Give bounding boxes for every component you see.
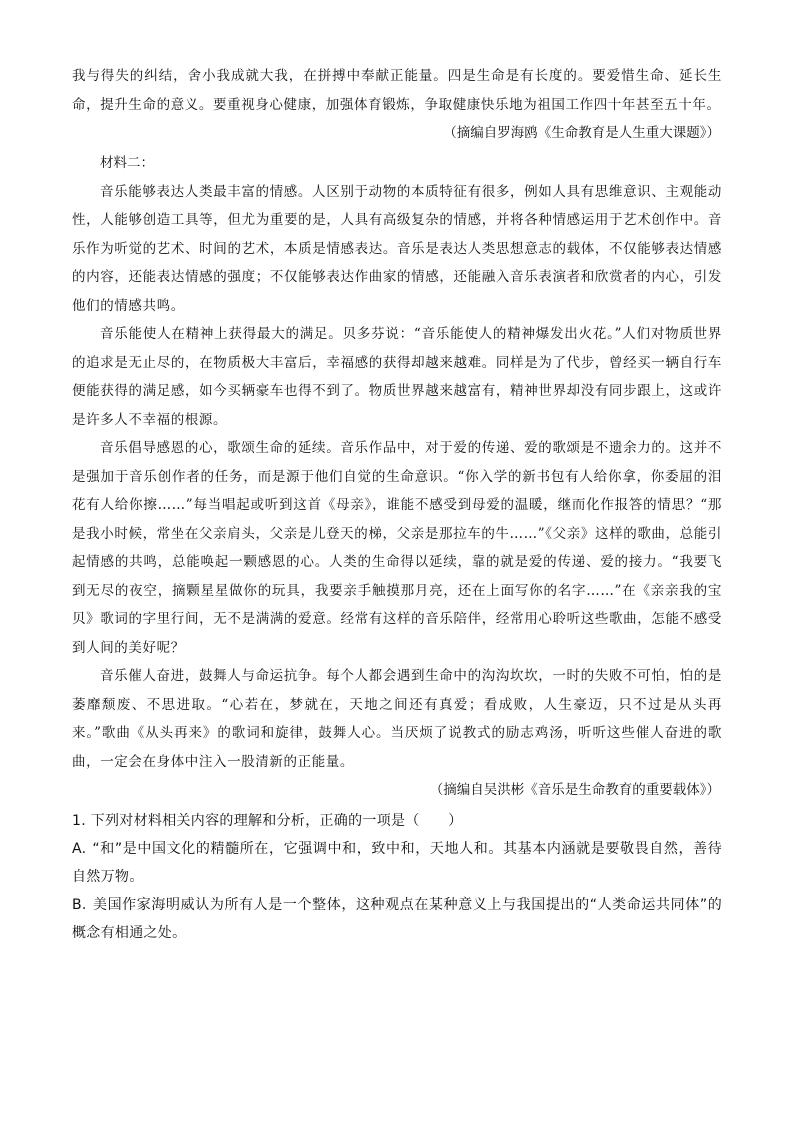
material-2-heading: 材料二： [100, 154, 154, 171]
question-block [72, 807, 722, 947]
material-2-paragraph: 音乐能够表达人类最丰富的情感。人区别于动物的本质特征有很多，例如人具有思维意识、主观能动性，人能够创造工具等，但尤为重要的是，人具有高级复杂的情感，并将各种情感运用于艺术创作中。音乐作为听觉的艺术、时间的艺术，本质是情感表达。音乐是表达人类思想意志的载体，不仅能够表达情感的内容，还能表达情感的强度；不仅能够表达作曲家的情感，还能融入音乐表演者和欣赏者的内心，引发他们的情感共鸣。 [72, 183, 722, 314]
option-letter: A. [72, 840, 87, 857]
paragraph-continuation: 我与得失的纠结，舍小我成就大我，在拼搏中奉献正能量。四是生命是有长度的。要爱惜生命、延长生命，提升生命的意义。要重视身心健康，加强体育锻炼，争取健康快乐地为祖国工作四十年甚至五十年。 [72, 68, 722, 113]
option-letter: B. [72, 896, 87, 913]
material-2-paragraph: 音乐催人奋进，鼓舞人与命运抗争。每个人都会遇到生命中的沟沟坎坎，一时的失败不可怕，怕的是萎靡颓废、不思进取。“心若在，梦就在，天地之间还有真爱；看成败，人生豪迈，只不过是从头再来。”歌曲《从头再来》的歌词和旋律，鼓舞人心。当厌烦了说教式的励志鸡汤，听听这些催人奋进的歌曲，一定会在身体中注入一股清新的正能量。 [72, 668, 722, 770]
source-citation-2: （摘编自吴洪彬《音乐是生命教育的重要载体》） [429, 782, 720, 798]
material-2-paragraph: 音乐倡导感恩的心，歌颂生命的延续。音乐作品中，对于爱的传递、爱的歌颂是不遗余力的。这并不是强加于音乐创作者的任务，而是源于他们自觉的生命意识。“你入学的新书包有人给你拿，你委屈的泪花有人给你擦……”每当唱起或听到这首《母亲》，谁能不感受到母爱的温暖，继而化作报答的情思？“那是我小时候，常坐在父亲肩头，父亲是儿登天的梯，父亲是那拉车的牛……”《父亲》这样的歌曲，总能引起情感的共鸣，总能唤起一颗感恩的心。人类的生命得以延续，靠的就是爱的传递、爱的接力。“我要飞到无尽的夜空，摘颗星星做你的玩具，我要亲手触摸那月亮，还在上面写你的名字……”在《亲亲我的宝贝》歌词的字里行间，无不是满满的爱意。经常有这样的音乐陪伴，经常用心聆听这些歌曲，怎能不感受到人间的美好呢？ [72, 440, 722, 656]
material-2-paragraph: 音乐能使人在精神上获得最大的满足。贝多芬说：“音乐能使人的精神爆发出火花。”人们对物质世界的追求是无止尽的，在物质极大丰富后，幸福感的获得却越来越难。同样是为了代步，曾经买一辆自行车便能获得的满足感，如今买辆豪车也得不到了。物质世界越来越富有，精神世界却没有同步跟上，这或许是许多人不幸福的根源。 [72, 326, 722, 428]
option-a[interactable] [72, 835, 722, 891]
option-text: 美国作家海明威认为所有人是一个整体，这种观点在某种意义上与我国提出的“人类命运共同体”的概念有相通之处。 [72, 896, 722, 941]
source-citation-1: （摘编自罗海鸥《生命教育是人生重大课题》） [443, 125, 720, 141]
question-stem: 1. 下列对材料相关内容的理解和分析，正确的一项是（ ） [72, 812, 463, 829]
option-text: “和”是中国文化的精髓所在，它强调中和，致中和，天地人和。其基本内涵就是要敬畏自然，善待自然万物。 [72, 840, 722, 885]
option-b[interactable] [72, 891, 722, 947]
